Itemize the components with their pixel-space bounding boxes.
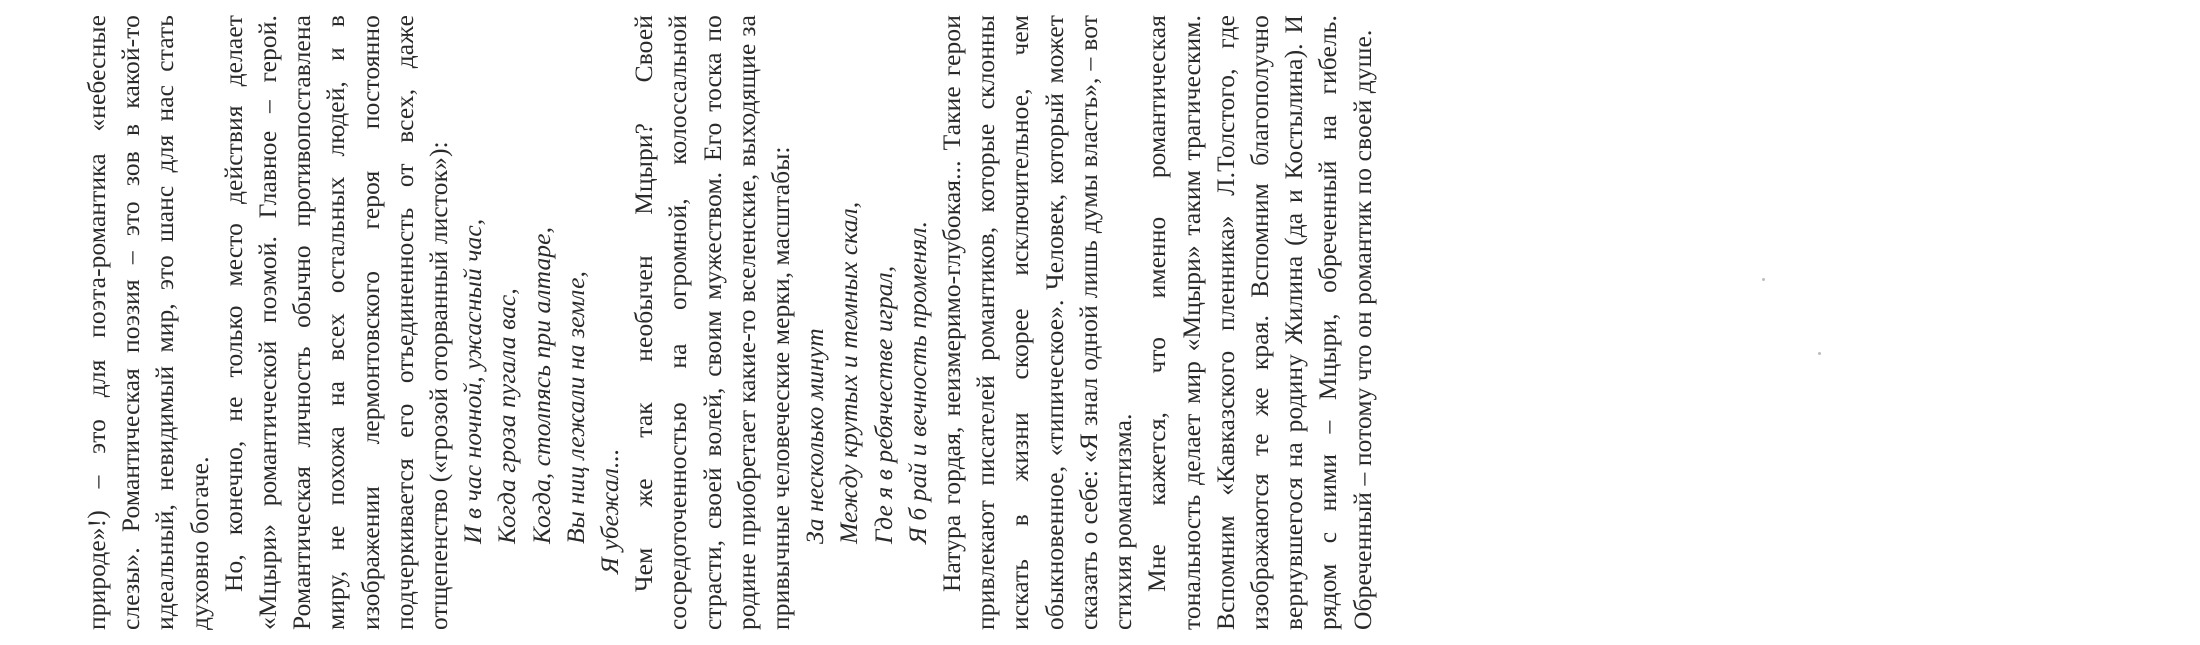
scan-speck <box>1818 352 1821 355</box>
paragraph-5: Мне кажется, что именно романтическая тональность делает мир «Мцыри» таким трагическим. Вспомним «Кавказского пленника» Л.Толстого, где изображаются те же края. Вспомним благополучно вернувшегося на родину Жилина (да и Костылина). И рядом с ними – Мцыри, обреченный на гибель. Обреченный – потому что он романтик по своей душе. <box>1142 15 1377 630</box>
scan-speck <box>1762 278 1765 281</box>
document-page <box>70 0 1380 645</box>
verse-quote-1 <box>456 15 627 574</box>
verse-line: Вы ниц лежали на земле, <box>560 271 590 544</box>
verse-line: Где я в ребячестве играл, <box>868 265 898 544</box>
verse-line: Когда гроза пугала вас, <box>492 288 522 544</box>
verse-line: Я убежал... <box>595 448 625 574</box>
paragraph-1: природе»!) – это для поэта-романтика «небесные слезы». Романтическая поэзия – это зов в какой-то идеальный, невидимый мир, это шанс для нас стать духовно богаче. <box>82 15 214 630</box>
verse-line: За несколько минут <box>800 328 830 544</box>
verse-line: И в час ночной, ужасный час, <box>458 218 488 544</box>
verse-line: Я б рай и вечность променял. <box>902 220 932 544</box>
verse-line: Когда, столпясь при алтаре, <box>526 226 556 544</box>
rotated-page <box>70 0 1630 645</box>
verse-quote-2 <box>798 15 935 574</box>
paragraph-2: Но, конечно, не только место действия делает «Мцыри» романтической поэмой. Главное – герой. Романтическая личность обычно противопоставлена миру, не похожа на всех остальных людей, и в изображении лермонтовского героя постоянно подчеркивается его отъединенность от всех, даже отщепенство («грозой оторванный листок»): <box>218 15 454 630</box>
verse-line: Между крутых и темных скал, <box>834 201 864 544</box>
paragraph-3: Чем же так необычен Мцыри? Своей сосредоточенностью на огромной, колоссальной страсти, своей волей, своим мужеством. Его тоска по родине приобретает какие-то вселенские, выходящие за привычные человеческие мерки, масштабы: <box>629 15 796 630</box>
paragraph-4: Натура гордая, неизмеримо-глубокая... Такие герои привлекают писателей романтиков, которые склонны искать в жизни скорее исключительное, чем обыкновенное, «типическое». Человек, который может сказать о себе: «Я знал одной лишь думы власть», – вот стихия романтизма. <box>937 15 1138 630</box>
